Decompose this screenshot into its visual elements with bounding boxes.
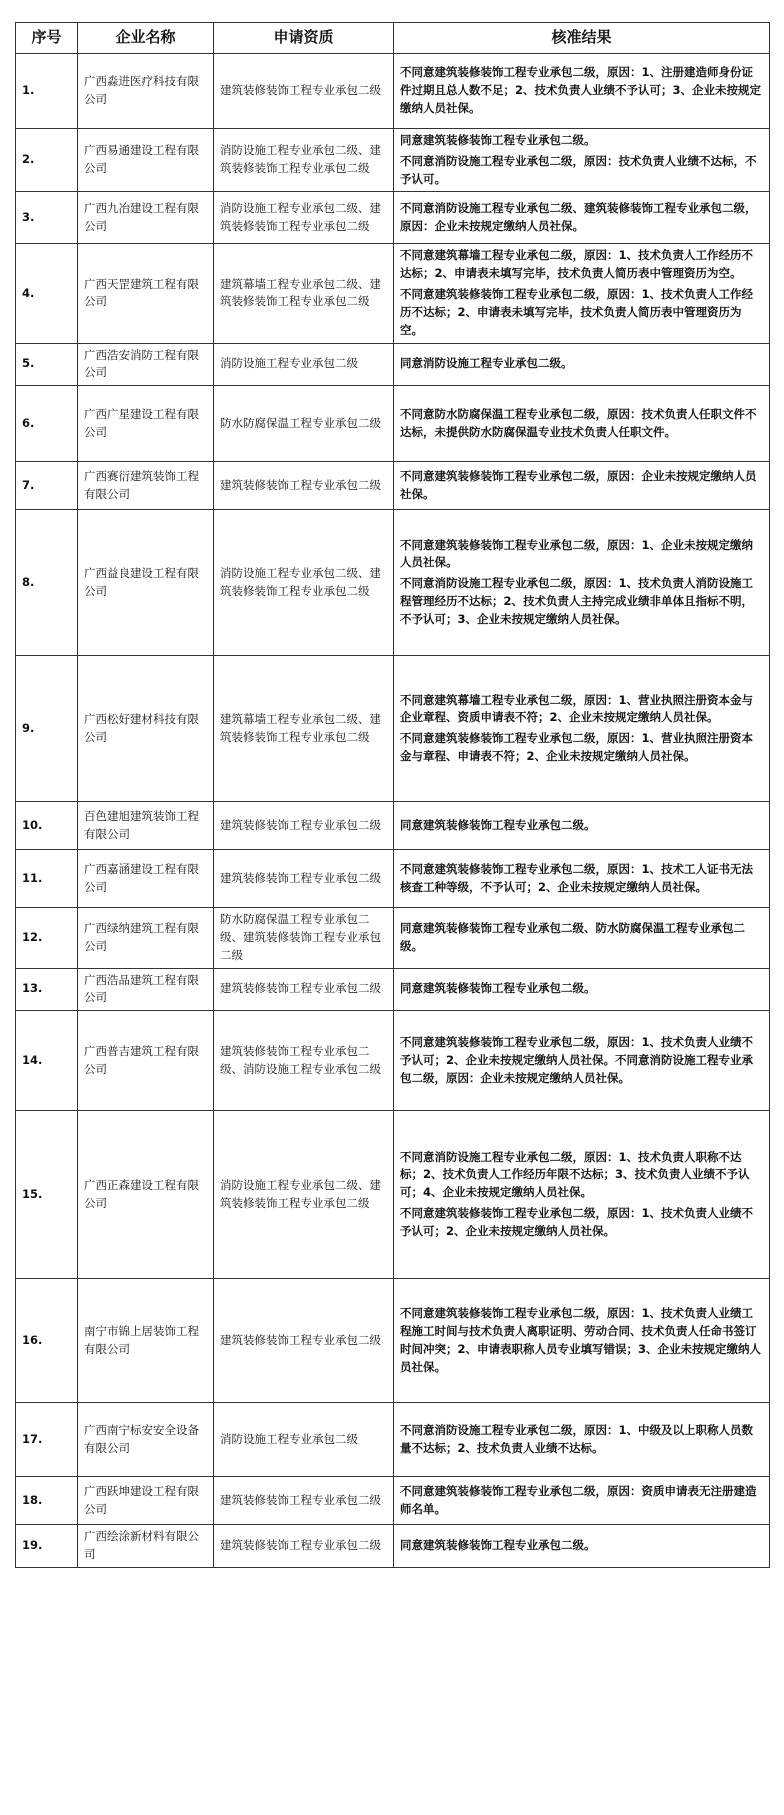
result-line: 同意建筑装修装饰工程专业承包二级、防水防腐保温工程专业承包二级。 — [400, 921, 745, 953]
company-name: 南宁市锦上居装饰工程有限公司 — [78, 1279, 214, 1403]
result-line: 不同意建筑幕墙工程专业承包二级，原因：1、营业执照注册资本金与企业章程、资质申请表不符；2、企业未按规定缴纳人员社保。 — [400, 692, 753, 725]
qualification: 建筑装修装饰工程专业承包二级 — [214, 462, 394, 510]
qualification: 消防设施工程专业承包二级、建筑装修装饰工程专业承包二级 — [214, 129, 394, 192]
row-number: 10. — [16, 802, 78, 850]
qualification: 建筑装修装饰工程专业承包二级 — [214, 1525, 394, 1568]
row-number: 18. — [16, 1477, 78, 1525]
company-name: 广西广星建设工程有限公司 — [78, 386, 214, 462]
result-line: 不同意建筑装修装饰工程专业承包二级，原因：1、注册建造师身份证件过期且总人数不足；2、技术负责人业绩不予认可；3、企业未按规定缴纳人员社保。 — [400, 65, 761, 115]
company-name: 广西正森建设工程有限公司 — [78, 1111, 214, 1279]
approval-result — [394, 192, 770, 244]
qualification: 建筑装修装饰工程专业承包二级 — [214, 968, 394, 1011]
approval-result — [394, 1525, 770, 1568]
company-name: 广西绿纳建筑工程有限公司 — [78, 908, 214, 968]
company-name: 百色建旭建筑装饰工程有限公司 — [78, 802, 214, 850]
row-number: 3. — [16, 192, 78, 244]
table-row — [16, 908, 770, 968]
company-name: 广西普吉建筑工程有限公司 — [78, 1011, 214, 1111]
qualification: 消防设施工程专业承包二级 — [214, 343, 394, 386]
result-line: 不同意建筑装修装饰工程专业承包二级，原因：1、技术负责人业绩不予认可；2、企业未按规定缴纳人员社保。 — [400, 1206, 753, 1238]
row-number: 13. — [16, 968, 78, 1011]
table-row — [16, 510, 770, 656]
result-line: 不同意建筑装修装饰工程专业承包二级，原因：资质申请表无注册建造师名单。 — [400, 1483, 757, 1516]
qualification: 建筑装修装饰工程专业承包二级 — [214, 1279, 394, 1403]
header-qualification: 申请资质 — [214, 23, 394, 54]
result-line: 不同意建筑装修装饰工程专业承包二级，原因：企业未按规定缴纳人员社保。 — [400, 468, 757, 501]
company-name: 广西益良建设工程有限公司 — [78, 510, 214, 656]
qualification: 建筑幕墙工程专业承包二级、建筑装修装饰工程专业承包二级 — [214, 656, 394, 802]
qualification: 消防设施工程专业承包二级、建筑装修装饰工程专业承包二级 — [214, 192, 394, 244]
approval-result — [394, 129, 770, 192]
table-row — [16, 192, 770, 244]
row-number: 1. — [16, 54, 78, 129]
approval-result — [394, 54, 770, 129]
row-number: 16. — [16, 1279, 78, 1403]
row-number: 4. — [16, 244, 78, 343]
result-line: 同意建筑装修装饰工程专业承包二级。 — [400, 1538, 596, 1553]
qualification: 消防设施工程专业承包二级、建筑装修装饰工程专业承包二级 — [214, 1111, 394, 1279]
table-row — [16, 1111, 770, 1279]
table-row — [16, 244, 770, 343]
approval-result — [394, 1477, 770, 1525]
result-line: 不同意建筑幕墙工程专业承包二级，原因：1、技术负责人工作经历不达标；2、申请表未填写完毕，技术负责人简历表中管理资历为空。 — [400, 248, 753, 281]
approval-result — [394, 462, 770, 510]
approval-result — [394, 850, 770, 908]
approval-result — [394, 386, 770, 462]
company-name: 广西淼进医疗科技有限公司 — [78, 54, 214, 129]
company-name: 广西松好建材科技有限公司 — [78, 656, 214, 802]
result-line: 不同意建筑装修装饰工程专业承包二级，原因：1、技术负责人业绩不予认可；2、企业未按规定缴纳人员社保。不同意消防设施工程专业承包二级，原因：企业未按规定缴纳人员社保。 — [400, 1034, 753, 1085]
table-header-row — [16, 23, 770, 54]
result-line: 同意建筑装修装饰工程专业承包二级。 — [400, 133, 596, 147]
row-number: 2. — [16, 129, 78, 192]
table-row — [16, 1011, 770, 1111]
qualification: 消防设施工程专业承包二级、建筑装修装饰工程专业承包二级 — [214, 510, 394, 656]
approval-result — [394, 968, 770, 1011]
row-number: 8. — [16, 510, 78, 656]
table-row — [16, 1279, 770, 1403]
result-line: 不同意消防设施工程专业承包二级，原因：1、技术负责人职称不达标；2、技术负责人工作经历年限不达标；3、技术负责人业绩不予认可；4、企业未按规定缴纳人员社保。 — [400, 1149, 750, 1200]
company-name: 广西赛衍建筑装饰工程有限公司 — [78, 462, 214, 510]
row-number: 6. — [16, 386, 78, 462]
result-line: 不同意建筑装修装饰工程专业承包二级，原因：1、技术工人证书无法核查工种等级，不予认可；2、企业未按规定缴纳人员社保。 — [400, 861, 753, 894]
table-row — [16, 343, 770, 386]
result-line: 不同意建筑装修装饰工程专业承包二级，原因：1、技术负责人业绩工程施工时间与技术负责人离职证明、劳动合同、技术负责人任命书签订时间冲突；2、申请表职称人员专业填写错误；3、企业未按规定缴纳人员社保。 — [400, 1306, 761, 1374]
qualification: 防水防腐保温工程专业承包二级 — [214, 386, 394, 462]
table-row — [16, 1525, 770, 1568]
result-line: 不同意消防设施工程专业承包二级，原因：1、技术负责人消防设施工程管理经历不达标；2、技术负责人主持完成业绩非单体且指标不明，不予认可；3、企业未按规定缴纳人员社保。 — [400, 576, 753, 626]
table-row — [16, 1477, 770, 1525]
approval-table — [15, 22, 770, 1568]
approval-result — [394, 908, 770, 968]
company-name: 广西易通建设工程有限公司 — [78, 129, 214, 192]
result-line: 不同意消防设施工程专业承包二级，原因：技术负责人业绩不达标，不予认可。 — [400, 153, 757, 186]
result-line: 同意建筑装修装饰工程专业承包二级。 — [400, 981, 596, 996]
table-row — [16, 968, 770, 1011]
table-row — [16, 54, 770, 129]
approval-result — [394, 1279, 770, 1403]
table-row — [16, 850, 770, 908]
qualification: 建筑装修装饰工程专业承包二级、消防设施工程专业承包二级 — [214, 1011, 394, 1111]
row-number: 5. — [16, 343, 78, 386]
result-line: 不同意建筑装修装饰工程专业承包二级，原因：1、企业未按规定缴纳人员社保。 — [400, 537, 753, 570]
table-row — [16, 802, 770, 850]
row-number: 17. — [16, 1403, 78, 1477]
qualification: 建筑幕墙工程专业承包二级、建筑装修装饰工程专业承包二级 — [214, 244, 394, 343]
approval-result — [394, 510, 770, 656]
qualification: 建筑装修装饰工程专业承包二级 — [214, 850, 394, 908]
company-name: 广西浩品建筑工程有限公司 — [78, 968, 214, 1011]
company-name: 广西天罡建筑工程有限公司 — [78, 244, 214, 343]
row-number: 7. — [16, 462, 78, 510]
row-number: 19. — [16, 1525, 78, 1568]
company-name: 广西九冶建设工程有限公司 — [78, 192, 214, 244]
header-result: 核准结果 — [394, 23, 770, 54]
approval-result — [394, 1403, 770, 1477]
approval-result — [394, 1011, 770, 1111]
result-line: 不同意消防设施工程专业承包二级，原因：1、中级及以上职称人员数量不达标；2、技术负责人业绩不达标。 — [400, 1422, 753, 1455]
row-number: 12. — [16, 908, 78, 968]
approval-result — [394, 1111, 770, 1279]
result-line: 不同意消防设施工程专业承包二级、建筑装修装饰工程专业承包二级，原因：企业未按规定缴纳人员社保。 — [400, 201, 757, 233]
table-row — [16, 462, 770, 510]
header-no: 序号 — [16, 23, 78, 54]
approval-result — [394, 656, 770, 802]
company-name: 广西跃坤建设工程有限公司 — [78, 1477, 214, 1525]
approval-result — [394, 802, 770, 850]
company-name: 广西绘涂新材料有限公司 — [78, 1525, 214, 1568]
qualification: 防水防腐保温工程专业承包二级、建筑装修装饰工程专业承包二级 — [214, 908, 394, 968]
row-number: 11. — [16, 850, 78, 908]
result-line: 同意消防设施工程专业承包二级。 — [400, 356, 573, 371]
table-row — [16, 129, 770, 192]
company-name: 广西嘉涵建设工程有限公司 — [78, 850, 214, 908]
qualification: 消防设施工程专业承包二级 — [214, 1403, 394, 1477]
row-number: 9. — [16, 656, 78, 802]
approval-result — [394, 343, 770, 386]
company-name: 广西南宁标安安全设备有限公司 — [78, 1403, 214, 1477]
row-number: 14. — [16, 1011, 78, 1111]
table-body — [16, 54, 770, 1568]
result-line: 不同意建筑装修装饰工程专业承包二级，原因：1、营业执照注册资本金与章程、申请表不符；2、企业未按规定缴纳人员社保。 — [400, 731, 753, 763]
company-name: 广西浩安消防工程有限公司 — [78, 343, 214, 386]
table-row — [16, 386, 770, 462]
qualification: 建筑装修装饰工程专业承包二级 — [214, 54, 394, 129]
qualification: 建筑装修装饰工程专业承包二级 — [214, 802, 394, 850]
result-line: 同意建筑装修装饰工程专业承包二级。 — [400, 817, 596, 832]
row-number: 15. — [16, 1111, 78, 1279]
qualification: 建筑装修装饰工程专业承包二级 — [214, 1477, 394, 1525]
result-line: 不同意防水防腐保温工程专业承包二级，原因：技术负责人任职文件不达标，未提供防水防腐保温专业技术负责人任职文件。 — [400, 406, 757, 439]
table-row — [16, 1403, 770, 1477]
approval-result — [394, 244, 770, 343]
header-company: 企业名称 — [78, 23, 214, 54]
table-row — [16, 656, 770, 802]
result-line: 不同意建筑装修装饰工程专业承包二级，原因：1、技术负责人工作经历不达标；2、申请表未填写完毕，技术负责人简历表中管理资历为空。 — [400, 287, 753, 337]
